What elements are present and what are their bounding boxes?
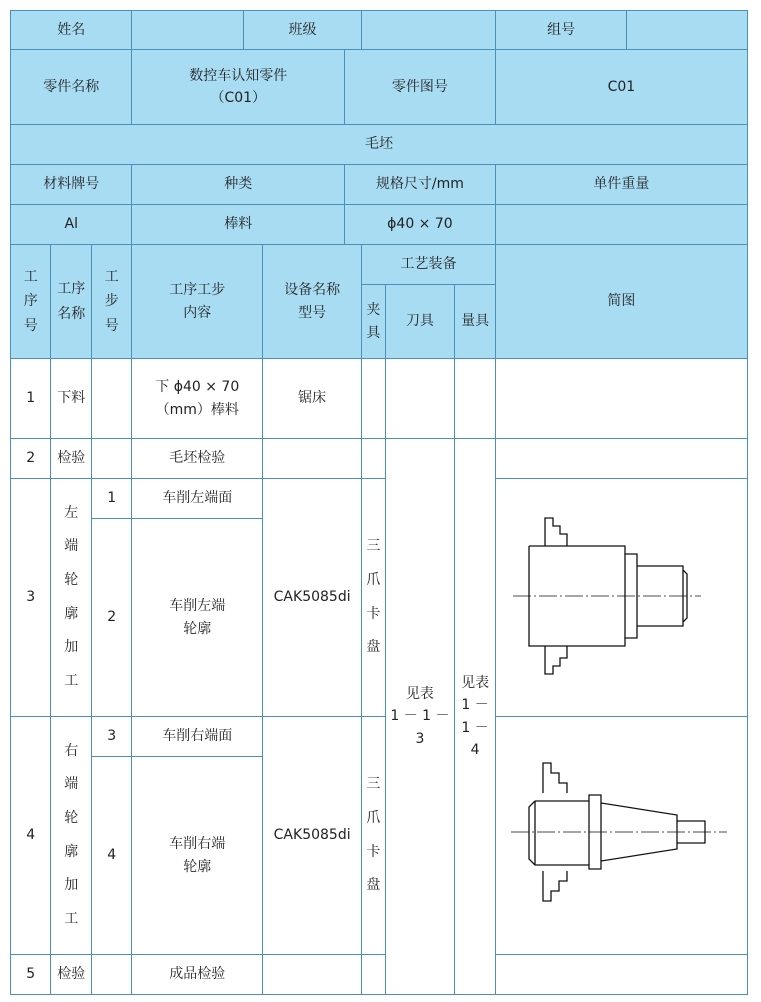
spec-label: 规格尺寸/mm (345, 165, 496, 205)
part-name-label: 零件名称 (11, 50, 132, 125)
chuck-jaw-bottom (545, 646, 567, 674)
table-row (11, 479, 748, 519)
fixture-cell (362, 955, 385, 995)
fixture-cell: 三爪卡盘 (362, 717, 385, 955)
equipment-cell (263, 955, 362, 995)
content-cell: 车削左端面 (132, 479, 263, 519)
material-value: Al (11, 205, 132, 245)
equipment-cell: 锯床 (263, 359, 362, 439)
name-label: 姓名 (11, 11, 132, 50)
part-name-line2: （C01） (210, 90, 267, 106)
col-content: 工序工步 内容 (132, 245, 263, 359)
step-no-cell (91, 955, 132, 995)
op-name-cell: 检验 (51, 955, 91, 995)
step-no-cell: 1 (91, 479, 132, 519)
op-name-cell: 右端轮廓加工 (51, 717, 91, 955)
equipment-cell (263, 439, 362, 479)
content-cell: 车削右端面 (132, 717, 263, 757)
op-no-cell: 1 (11, 359, 51, 439)
class-value[interactable] (362, 11, 496, 50)
name-value[interactable] (132, 11, 243, 50)
chuck-jaw-bottom (543, 871, 567, 901)
process-card-table (10, 10, 748, 995)
blank-values-row (11, 205, 748, 245)
col-tooling: 工艺装备 (362, 245, 496, 285)
cutter-cell: 见表 1 － 1 － 3 (385, 439, 455, 995)
sketch-cell (495, 955, 747, 995)
material-label: 材料牌号 (11, 165, 132, 205)
col-cutter: 刀具 (385, 285, 455, 359)
step-no-cell: 2 (91, 519, 132, 717)
chuck-jaw-top (543, 763, 567, 793)
weight-value[interactable] (495, 205, 747, 245)
fixture-cell (362, 359, 385, 439)
part-name-line1: 数控车认知零件 (189, 67, 288, 84)
kind-label: 种类 (132, 165, 345, 205)
column-header-row-1 (11, 245, 748, 285)
spec-value: ϕ40 × 70 (345, 205, 496, 245)
blank-title-row (11, 125, 748, 165)
table-row (11, 359, 748, 439)
op-name-cell: 下料 (51, 359, 91, 439)
sketch-cell (495, 479, 747, 717)
step-no-cell: 4 (91, 757, 132, 955)
table-row (11, 955, 748, 995)
equipment-cell: CAK5085di (263, 479, 362, 717)
drawing-no-label: 零件图号 (345, 50, 496, 125)
sketch-cell (495, 359, 747, 439)
kind-value: 棒料 (132, 205, 345, 245)
step-no-cell: 3 (91, 717, 132, 757)
col-equipment: 设备名称 型号 (263, 245, 362, 359)
op-no-cell: 2 (11, 439, 51, 479)
content-cell: 车削左端 轮廓 (132, 519, 263, 717)
fixture-cell (362, 439, 385, 479)
right-end-profile-sketch (509, 731, 733, 941)
col-fixture: 夹具 (362, 285, 385, 359)
col-sketch: 简图 (495, 245, 747, 359)
content-cell: 毛坯检验 (132, 439, 263, 479)
op-no-cell: 4 (11, 717, 51, 955)
col-op-name: 工序名称 (51, 245, 91, 359)
header-row-2 (11, 50, 748, 125)
equipment-cell: CAK5085di (263, 717, 362, 955)
drawing-no-value: C01 (495, 50, 747, 125)
fixture-cell: 三爪卡盘 (362, 479, 385, 717)
table-row (11, 717, 748, 757)
gauge-cell (455, 359, 495, 439)
content-cell: 成品检验 (132, 955, 263, 995)
group-value[interactable] (627, 11, 748, 50)
col-op-no: 工序号 (11, 245, 51, 359)
header-row-1 (11, 11, 748, 50)
group-label: 组号 (495, 11, 627, 50)
content-cell: 车削右端 轮廓 (132, 757, 263, 955)
table-row (11, 439, 748, 479)
sketch-cell (495, 717, 747, 955)
class-label: 班级 (243, 11, 361, 50)
blank-labels-row (11, 165, 748, 205)
cutter-cell (385, 359, 455, 439)
left-end-profile-sketch (511, 498, 731, 698)
weight-label: 单件重量 (495, 165, 747, 205)
op-no-cell: 3 (11, 479, 51, 717)
content-cell: 下 ϕ40 × 70 （mm）棒料 (132, 359, 263, 439)
step-no-cell (91, 359, 132, 439)
op-name-cell: 左端轮廓加工 (51, 479, 91, 717)
op-name-cell: 检验 (51, 439, 91, 479)
op-no-cell: 5 (11, 955, 51, 995)
sketch-cell (495, 439, 747, 479)
gauge-cell: 见表 1 － 1 － 4 (455, 439, 495, 995)
chuck-jaw-top (545, 518, 567, 546)
blank-section-title: 毛坯 (11, 125, 748, 165)
step-no-cell (91, 439, 132, 479)
col-gauge: 量具 (455, 285, 495, 359)
col-step-no: 工步号 (91, 245, 132, 359)
part-name-value (132, 50, 345, 125)
